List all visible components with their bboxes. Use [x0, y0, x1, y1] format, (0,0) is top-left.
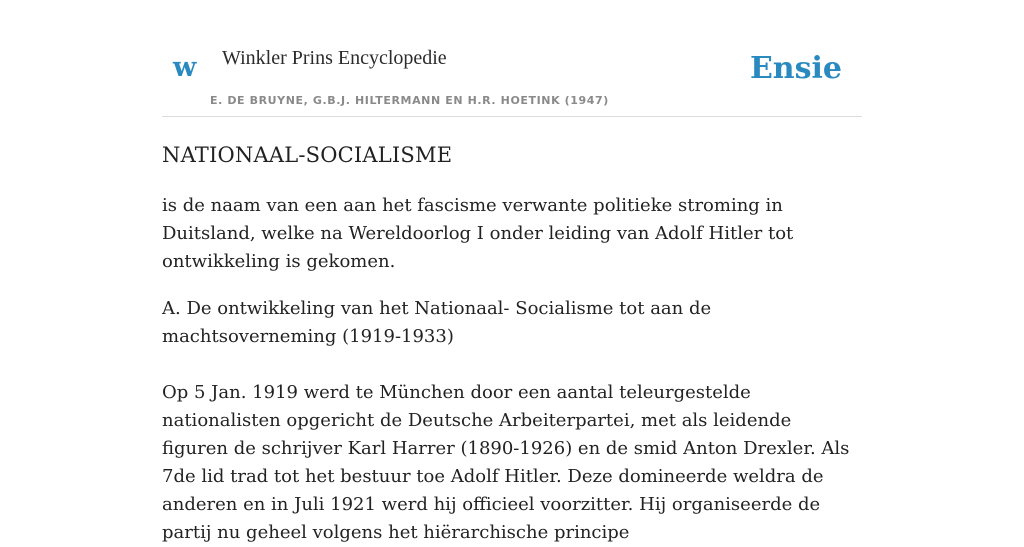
- winkler-prins-logo[interactable]: w: [173, 52, 197, 83]
- intro-paragraph: is de naam van een aan het fascisme verwante politieke stroming in Duitsland, welke na Wereldoorlog I onder leiding van Adolf Hitler tot ontwikkeling is gekomen.: [162, 195, 794, 272]
- article: [162, 138, 862, 547]
- site-title[interactable]: Winkler Prins Encyclopedie: [222, 47, 447, 69]
- body-paragraph: Op 5 Jan. 1919 werd te München door een aantal teleurgestelde nationalisten opgericht de Deutsche Arbeiterpartei, met als leidende figuren de schrijver Karl Harrer (1890-1926) en de smid Anton Drexler. Als 7de lid trad tot het bestuur toe Adolf Hitler. Deze domineerde weldra de anderen en in Juli 1921 werd hij officieel voorzitter. Hij organiseerde de partij nu geheel volgens het hiërarchische principe: [162, 382, 850, 543]
- ensie-logo[interactable]: Ensie: [749, 51, 842, 86]
- section-heading: A. De ontwikkeling van het Nationaal- Socialisme tot aan de machtsoverneming (1919-1933): [162, 298, 712, 347]
- authors-line: E. DE BRUYNE, G.B.J. HILTERMANN EN H.R. HOETINK (1947): [210, 94, 609, 107]
- article-title: NATIONAAL-SOCIALISME: [162, 143, 453, 167]
- site-header: [162, 0, 862, 117]
